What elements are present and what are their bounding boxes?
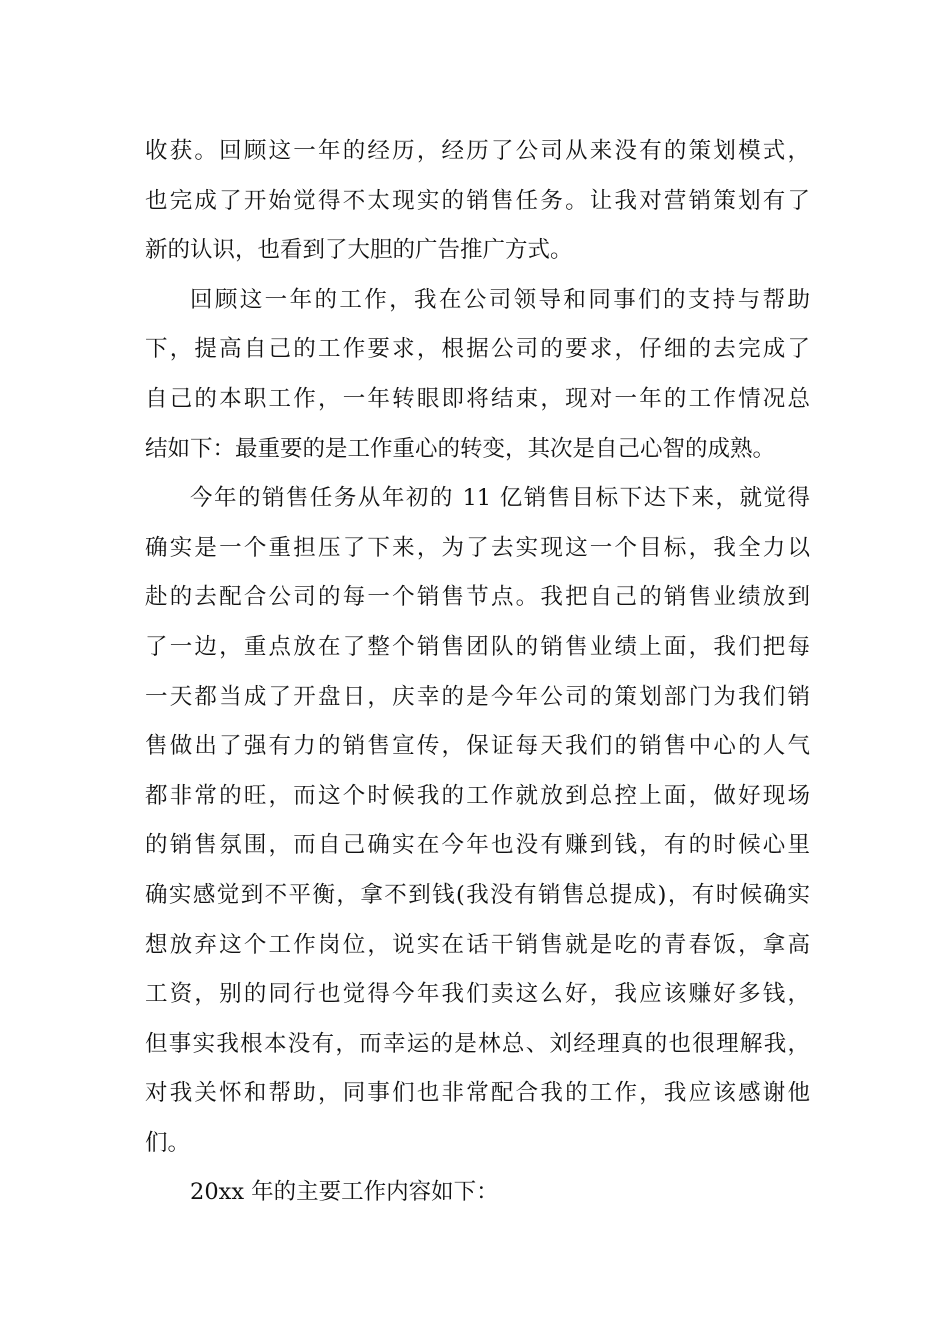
paragraph-first-line: 今年的销售任务从年初的 11 亿销售目标下达下来，就觉得 — [190, 485, 810, 512]
text-line: 确实感觉到不平衡，拿不到钱(我没有销售总提成)，有时候确实 — [145, 881, 810, 908]
text-line: 售做出了强有力的销售宣传，保证每天我们的销售中心的人气 — [145, 733, 810, 760]
section-heading: 20xx 年的主要工作内容如下： — [190, 1179, 499, 1206]
text-line: 也完成了开始觉得不太现实的销售任务。让我对营销策划有了 — [145, 187, 810, 214]
text-line: 结如下：最重要的是工作重心的转变，其次是自己心智的成熟。 — [145, 435, 776, 462]
text-line: 都非常的旺，而这个时候我的工作就放到总控上面，做好现场 — [145, 782, 810, 809]
text-line: 下，提高自己的工作要求，根据公司的要求，仔细的去完成了 — [145, 336, 810, 363]
text-line: 收获。回顾这一年的经历，经历了公司从来没有的策划模式， — [145, 138, 810, 164]
text-line: 赴的去配合公司的每一个销售节点。我把自己的销售业绩放到 — [145, 584, 810, 611]
text-line: 一天都当成了开盘日，庆幸的是今年公司的策划部门为我们销 — [145, 683, 810, 710]
text-line: 想放弃这个工作岗位，说实在话干销售就是吃的青春饭，拿高 — [145, 931, 810, 958]
text-line: 的销售氛围，而自己确实在今年也没有赚到钱，有的时候心里 — [145, 832, 810, 859]
text-line: 自己的本职工作，一年转眼即将结束，现对一年的工作情况总 — [145, 385, 810, 412]
text-line: 们。 — [145, 1129, 191, 1156]
text-line: 工资，别的同行也觉得今年我们卖这么好，我应该赚好多钱， — [145, 981, 810, 1008]
text-line: 但事实我根本没有，而幸运的是林总、刘经理真的也很理解我， — [145, 1030, 810, 1057]
paragraph-first-line: 回顾这一年的工作，我在公司领导和同事们的支持与帮助 — [190, 286, 810, 313]
text-line: 确实是一个重担压了下来，为了去实现这一个目标，我全力以 — [145, 534, 810, 561]
text-line: 对我关怀和帮助，同事们也非常配合我的工作，我应该感谢他 — [145, 1080, 810, 1107]
text-line: 了一边，重点放在了整个销售团队的销售业绩上面，我们把每 — [145, 633, 810, 660]
document-body — [145, 127, 810, 1218]
text-line: 新的认识，也看到了大胆的广告推广方式。 — [145, 237, 573, 264]
